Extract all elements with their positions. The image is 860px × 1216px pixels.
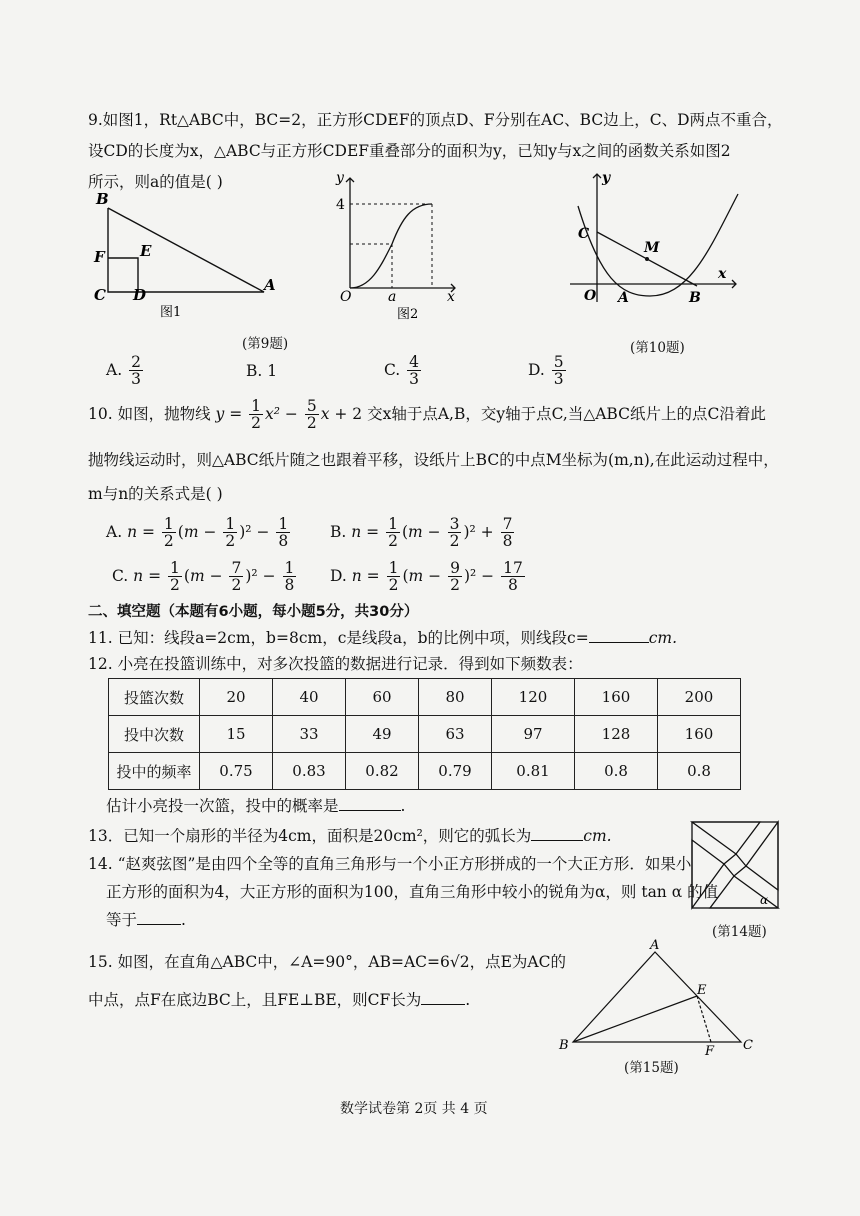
q10-label-y: y xyxy=(602,170,611,186)
fig2-label-y: y xyxy=(336,170,344,186)
q9-option-b: B. 1 xyxy=(246,362,278,380)
fig1-label-e: E xyxy=(140,242,152,260)
q9-option-a: A. $\frac{2}{3}$ xyxy=(106,353,141,389)
q14-line1: 14. “赵爽弦图”是由四个全等的直角三角形与一个小正方形拼成的一个大正方形．如果小 xyxy=(88,855,692,873)
q15-line2: 中点，点F在底边BC上，且FE⊥BE，则CF长为 . xyxy=(88,991,471,1009)
q12-after: 估计小亮投一次篮，投中的概率是 . xyxy=(106,797,406,815)
q10-option-d: D. n = $\frac{1}{2}$ (m − $\frac{9}{2}$ )² − $\frac{17}{8}$ xyxy=(330,559,523,595)
table-row xyxy=(109,753,741,790)
q9-line1: 9.如图1，Rt△ABC中，BC=2，正方形CDEF的顶点D、F分别在AC、BC边上，C、D两点不重合， xyxy=(88,111,783,129)
q10-option-b: B. n = $\frac{1}{2}$ (m − $\frac{3}{2}$ )² + $\frac{7}{8}$ xyxy=(330,515,513,551)
fig2-label-o: O xyxy=(340,289,352,305)
fig2-label-four: 4 xyxy=(336,197,345,213)
fig2-label-a: a xyxy=(388,289,397,305)
q13: 13．已知一个扇形的半径为4cm，面积是20cm²，则它的弧长为 cm. xyxy=(88,827,612,845)
q10-caption: (第10题) xyxy=(630,340,685,356)
table-cell: 33 xyxy=(273,716,346,753)
q9-option-d: D. $\frac{5}{3}$ xyxy=(528,353,564,389)
q10-line1: 10. 如图，抛物线 y = $\frac{1}{2}$ x² − $\frac{5}{2}$ x + 2 交x轴于点A,B，交y轴于点C,当△ABC纸片上的点C沿着此 xyxy=(88,397,766,433)
table-row-header: 投中的频率 xyxy=(109,753,200,790)
q10-label-c: C xyxy=(578,226,590,242)
table-cell: 128 xyxy=(575,716,658,753)
q9-option-c: C. $\frac{4}{3}$ xyxy=(384,353,420,389)
q10-label-b: B xyxy=(689,290,701,306)
section2-heading: 二、填空题（本题有6小题，每小题5分，共30分） xyxy=(88,604,419,620)
table-cell: 0.82 xyxy=(346,753,419,790)
table-cell: 0.81 xyxy=(492,753,575,790)
table-cell: 97 xyxy=(492,716,575,753)
fig1-caption: 图1 xyxy=(160,305,182,320)
fig1-label-f: F xyxy=(94,248,105,266)
q9-caption: (第9题) xyxy=(242,336,289,352)
q12-intro: 12. 小亮在投篮训练中，对多次投篮的数据进行记录．得到如下频数表： xyxy=(88,655,583,673)
table-row xyxy=(109,679,741,716)
q15-label-e: E xyxy=(697,983,707,998)
table-cell: 200 xyxy=(658,679,741,716)
table-cell: 49 xyxy=(346,716,419,753)
table-cell: 0.8 xyxy=(658,753,741,790)
q14-alpha-label: α xyxy=(760,893,769,907)
q9-figure1 xyxy=(88,190,288,330)
q10-label-m: M xyxy=(644,240,660,256)
q14-line2: 正方形的面积为4，大正方形的面积为100，直角三角形中较小的锐角为α，则 tan α 的值 xyxy=(106,883,719,901)
q10-figure xyxy=(560,168,750,308)
page-footer: 数学试卷第 2页 共 4 页 xyxy=(340,1101,488,1117)
q14-line3: 等于 . xyxy=(106,911,186,929)
q11: 11. 已知：线段a=2cm，b=8cm，c是线段a，b的比例中项，则线段c= cm. xyxy=(88,629,678,647)
table-cell: 60 xyxy=(346,679,419,716)
q15-line1: 15. 如图，在直角△ABC中，∠A=90°，AB=AC=6√2，点E为AC的 xyxy=(88,953,566,971)
q14-caption: (第14题) xyxy=(712,924,767,940)
q15-label-c: C xyxy=(743,1038,753,1053)
fig1-label-c: C xyxy=(94,286,106,304)
table-cell: 120 xyxy=(492,679,575,716)
table-row-header: 投篮次数 xyxy=(109,679,200,716)
q10-line2: 抛物线运动时，则△ABC纸片随之也跟着平移，设纸片上BC的中点M坐标为(m,n),在此运动过程中， xyxy=(88,451,779,469)
q10-label-o: O xyxy=(584,288,597,304)
fig2-label-x: x xyxy=(447,289,455,305)
q15-label-f: F xyxy=(705,1044,715,1058)
table-cell: 63 xyxy=(419,716,492,753)
q12-frequency-table xyxy=(108,678,741,790)
table-row xyxy=(109,716,741,753)
fig1-label-a: A xyxy=(264,276,276,294)
table-cell: 0.79 xyxy=(419,753,492,790)
q10-option-a: A. n = $\frac{1}{2}$ (m − $\frac{1}{2}$ )² − $\frac{1}{8}$ xyxy=(106,515,289,551)
q9-line3: 所示，则a的值是( ) xyxy=(88,173,223,191)
q15-label-b: B xyxy=(559,1038,569,1053)
q15-caption: (第15题) xyxy=(624,1060,679,1076)
q9-figure2 xyxy=(330,168,470,328)
table-cell: 80 xyxy=(419,679,492,716)
fig2-caption: 图2 xyxy=(397,307,419,322)
q10-line3: m与n的关系式是( ) xyxy=(88,485,223,503)
q10-label-a: A xyxy=(618,290,629,306)
q15-label-a: A xyxy=(650,938,660,953)
fig1-label-d: D xyxy=(133,286,147,304)
table-cell: 0.75 xyxy=(200,753,273,790)
table-cell: 20 xyxy=(200,679,273,716)
table-cell: 40 xyxy=(273,679,346,716)
table-cell: 15 xyxy=(200,716,273,753)
q15-figure xyxy=(555,938,765,1058)
q14-figure xyxy=(690,820,782,912)
q10-option-c: C. n = $\frac{1}{2}$ (m − $\frac{7}{2}$ )² − $\frac{1}{8}$ xyxy=(112,559,295,595)
table-cell: 0.8 xyxy=(575,753,658,790)
table-cell: 160 xyxy=(658,716,741,753)
table-row-header: 投中次数 xyxy=(109,716,200,753)
table-cell: 0.83 xyxy=(273,753,346,790)
q9-line2: 设CD的长度为x，△ABC与正方形CDEF重叠部分的面积为y，已知y与x之间的函数关系如图2 xyxy=(88,142,731,160)
table-cell: 160 xyxy=(575,679,658,716)
fig1-label-b: B xyxy=(96,190,109,208)
q10-label-x: x xyxy=(718,266,727,282)
